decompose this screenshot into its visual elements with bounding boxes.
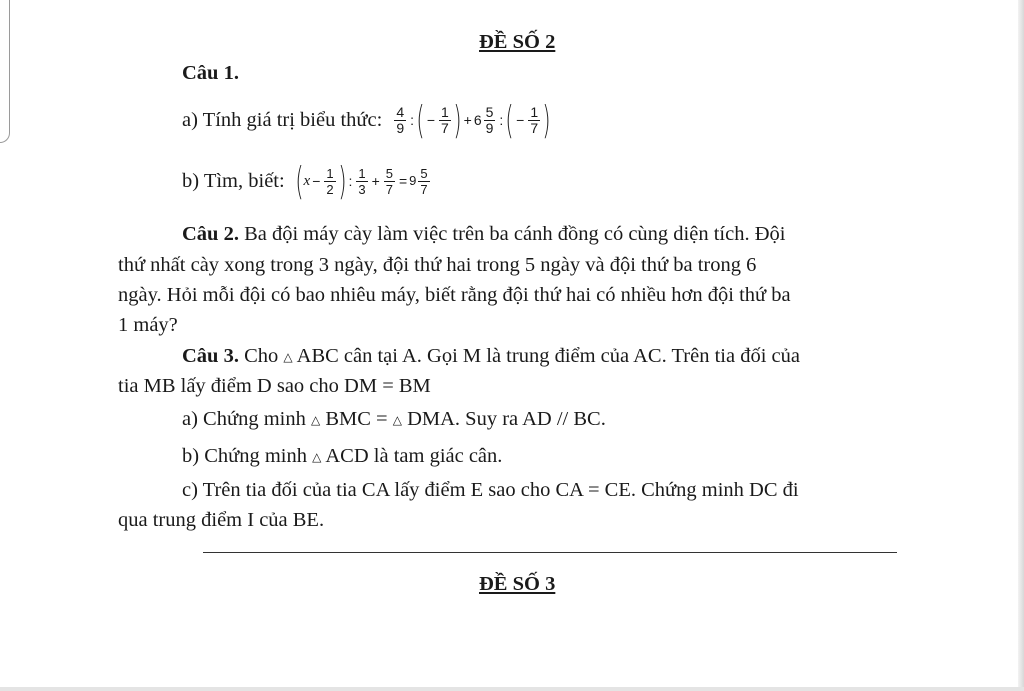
fraction: $\frac{4}{9}$ (396, 103, 405, 136)
fraction: $\frac{1}{7}$ (441, 103, 449, 136)
fraction: $\frac{1}{7}$ (530, 103, 539, 136)
question-1b-expression: ( x − $\frac{1}{2}$ ) : $\frac{1}{3}$ + $\frac{5}{7}$ = 9 $\frac{5}{7}$ (295, 159, 428, 203)
fraction: $\frac{5}{7}$ (385, 165, 393, 197)
fraction: $\frac{5}{9}$ (485, 103, 494, 136)
question-2-heading: Câu 2. (182, 223, 239, 245)
question-1b (182, 158, 432, 204)
question-3c-line-2: qua trung điểm I của BE. (118, 509, 325, 531)
question-3-line-1: Câu 3. Cho △ ABC cân tại A. Gọi M là trung điểm của AC. Trên tia đối của (182, 345, 800, 367)
section-divider (203, 552, 897, 553)
question-2-line-1: Câu 2. Ba đội máy cày làm việc trên ba cánh đồng có cùng diện tích. Đội (182, 223, 786, 245)
next-exam-title: ĐỀ SỐ 3 (479, 573, 556, 595)
triangle-symbol: △ (283, 350, 293, 364)
page-edge-bottom (0, 687, 1024, 691)
triangle-symbol: △ (312, 450, 322, 464)
exam-title: ĐỀ SỐ 2 (479, 31, 556, 53)
question-1a-expression: $\frac{4}{9}$ : ( − $\frac{1}{7}$ ) + 6 $\frac{5}{9}$ : ( − $\frac{1}{7}$ ) (396, 98, 551, 142)
page-edge-right (1018, 0, 1024, 691)
question-1a (182, 97, 551, 143)
question-2-line-3: ngày. Hỏi mỗi đội có bao nhiêu máy, biết rằng đội thứ hai có nhiều hơn đội thứ ba (118, 284, 791, 306)
fraction: $\frac{5}{7}$ (420, 165, 428, 197)
question-3-line-2: tia MB lấy điểm D sao cho DM = BM (118, 375, 431, 397)
page-edge-left (0, 0, 10, 143)
question-3-heading: Câu 3. (182, 345, 239, 367)
triangle-symbol: △ (392, 413, 402, 427)
question-1b-label: b) Tìm, biết: (182, 170, 285, 192)
question-1-heading: Câu 1. (182, 62, 239, 84)
triangle-symbol: △ (310, 413, 321, 427)
question-1a-label: a) Tính giá trị biểu thức: (182, 109, 383, 131)
question-2-line-4: 1 máy? (118, 314, 178, 336)
fraction: $\frac{1}{2}$ (326, 165, 334, 197)
question-3c-line-1: c) Trên tia đối của tia CA lấy điểm E sao cho CA = CE. Chứng minh DC đi (182, 479, 799, 501)
question-3a: a) Chứng minh △ BMC = △ DMA. Suy ra AD // BC. (182, 408, 606, 430)
question-3b: b) Chứng minh △ ACD là tam giác cân. (182, 445, 503, 467)
fraction: $\frac{1}{3}$ (358, 165, 366, 197)
question-2-line-2: thứ nhất cày xong trong 3 ngày, đội thứ hai trong 5 ngày và đội thứ ba trong 6 (118, 254, 757, 276)
